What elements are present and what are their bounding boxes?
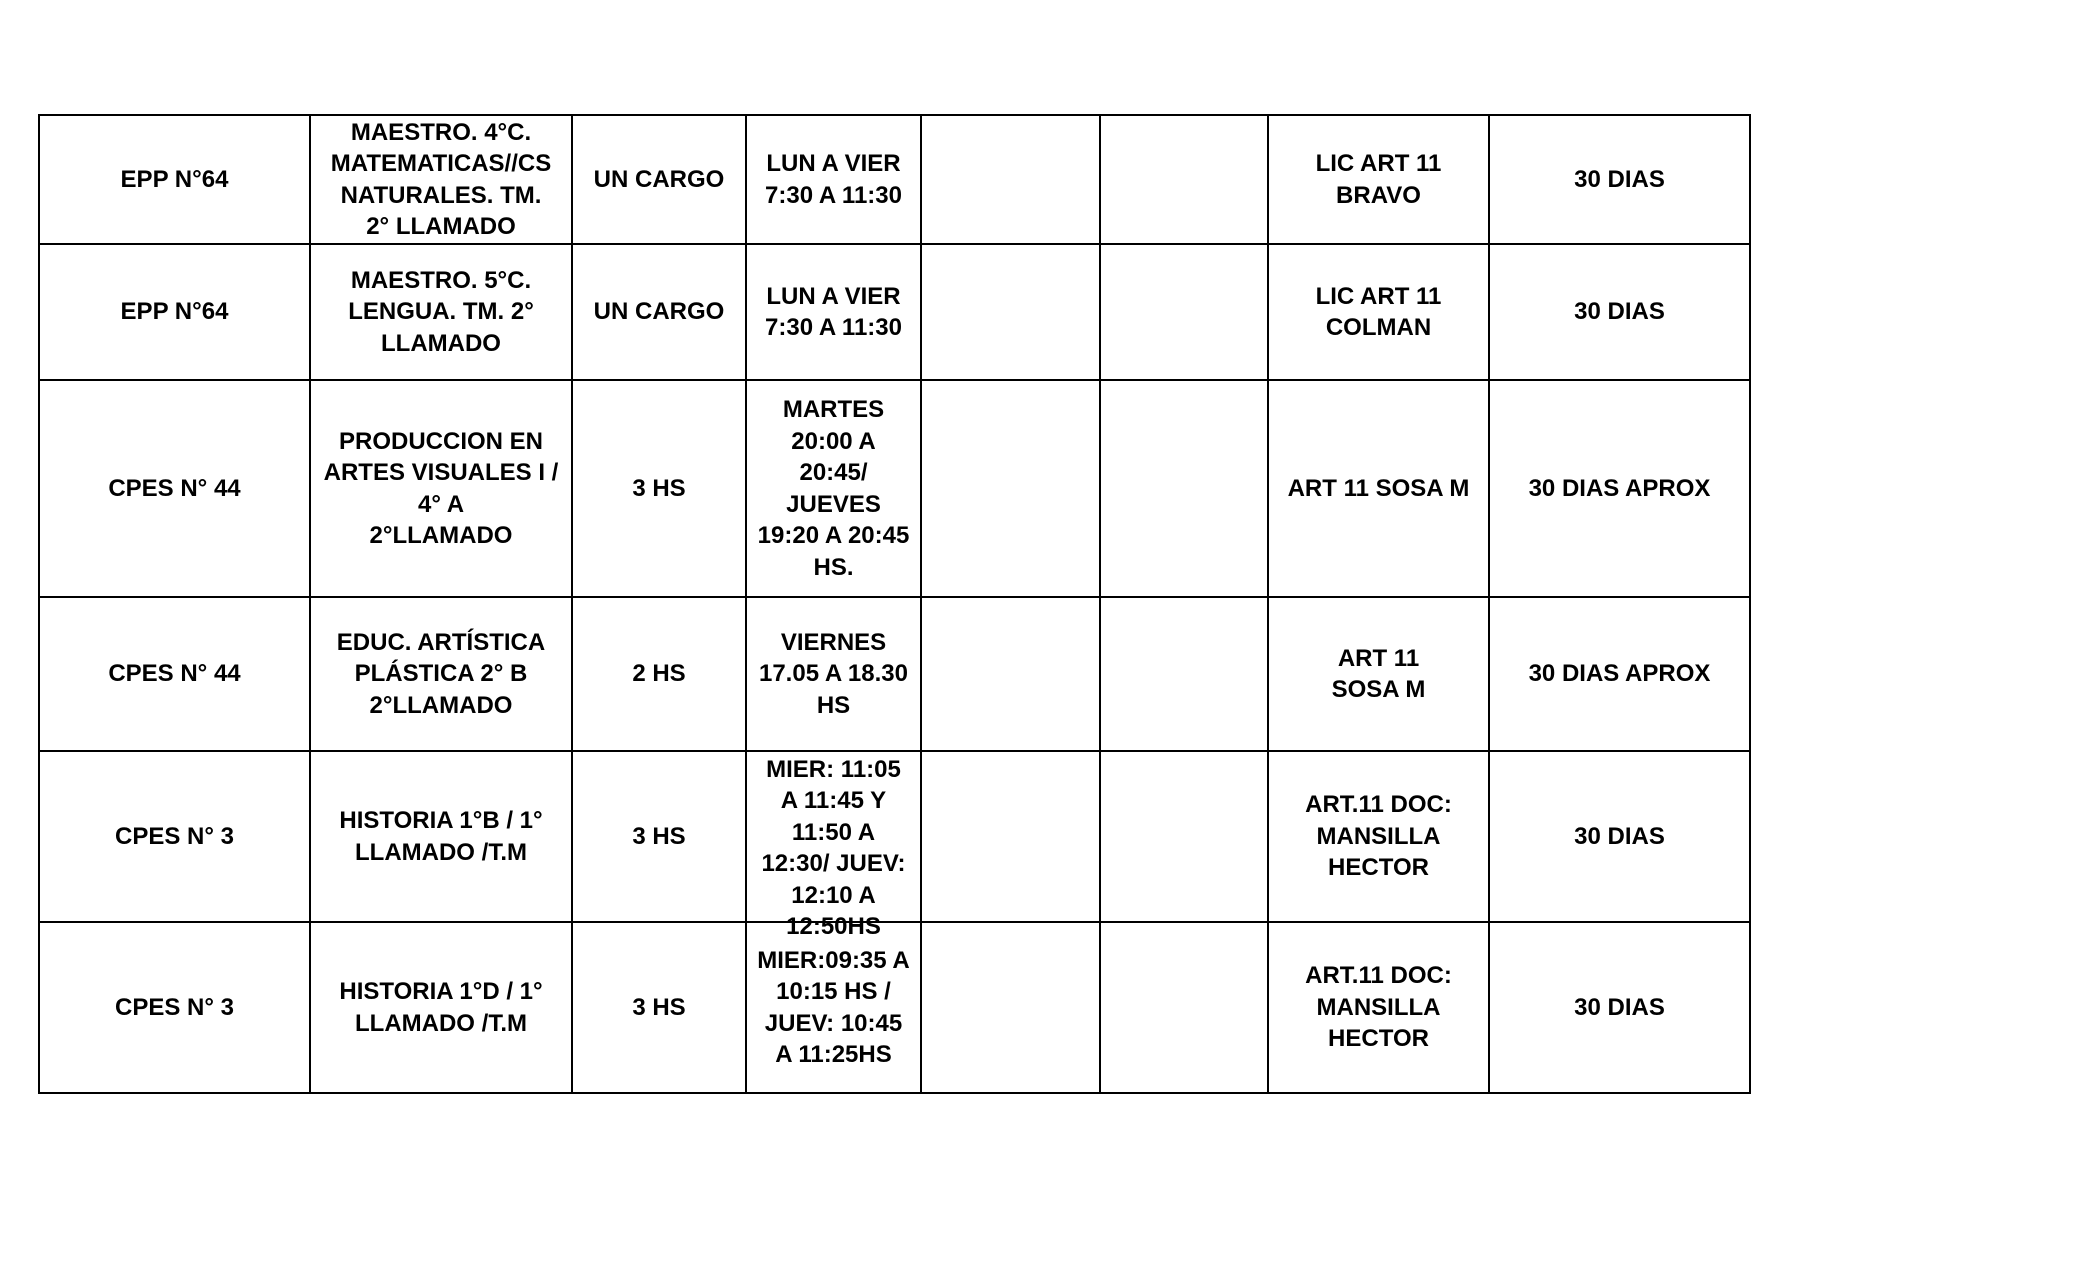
table-row	[39, 115, 1750, 244]
empty-cell	[1100, 115, 1268, 244]
school-cell: EPP N°64	[39, 115, 310, 244]
schedule-cell	[746, 751, 921, 940]
hours-cell: 3 HS	[572, 380, 746, 597]
school-cell: EPP N°64	[39, 244, 310, 380]
position-cell: MAESTRO. 5°C. LENGUA. TM. 2° LLAMADO	[310, 244, 572, 380]
empty-cell	[1100, 244, 1268, 380]
duration-cell: 30 DIAS	[1489, 244, 1750, 380]
duration-cell: 30 DIAS APROX	[1489, 380, 1750, 597]
empty-cell	[921, 380, 1100, 597]
duration-cell: 30 DIAS	[1489, 751, 1750, 922]
school-cell: CPES N° 44	[39, 597, 310, 751]
position-cell: EDUC. ARTÍSTICA PLÁSTICA 2° B 2°LLAMADO	[310, 597, 572, 751]
schedule-cell: LUN A VIER 7:30 A 11:30	[746, 244, 921, 380]
reason-cell: ART 11 SOSA M	[1268, 597, 1489, 751]
position-cell: HISTORIA 1°D / 1° LLAMADO /T.M	[310, 922, 572, 1093]
empty-cell	[1100, 597, 1268, 751]
vacancy-table	[38, 114, 1751, 1094]
reason-cell: ART.11 DOC: MANSILLA HECTOR	[1268, 751, 1489, 922]
hours-cell: 3 HS	[572, 922, 746, 1093]
empty-cell	[1100, 380, 1268, 597]
empty-cell	[921, 115, 1100, 244]
duration-cell: 30 DIAS	[1489, 922, 1750, 1093]
table-row	[39, 922, 1750, 1093]
schedule-cell: LUN A VIER 7:30 A 11:30	[746, 115, 921, 244]
duration-cell: 30 DIAS	[1489, 115, 1750, 244]
position-cell: PRODUCCION EN ARTES VISUALES I / 4° A 2°LLAMADO	[310, 380, 572, 597]
table-row	[39, 244, 1750, 380]
hours-cell: UN CARGO	[572, 115, 746, 244]
table-row	[39, 597, 1750, 751]
duration-cell: 30 DIAS APROX	[1489, 597, 1750, 751]
schedule-cell: VIERNES 17.05 A 18.30 HS	[746, 597, 921, 751]
schedule-cell: MIER:09:35 A 10:15 HS / JUEV: 10:45 A 11:25HS	[746, 922, 921, 1093]
hours-cell: 3 HS	[572, 751, 746, 922]
empty-cell	[1100, 751, 1268, 922]
school-cell: CPES N° 3	[39, 751, 310, 922]
empty-cell	[1100, 922, 1268, 1093]
reason-cell: ART 11 SOSA M	[1268, 380, 1489, 597]
table-row	[39, 751, 1750, 922]
table-row	[39, 380, 1750, 597]
school-cell: CPES N° 3	[39, 922, 310, 1093]
schedule-text: MIER: 11:05 A 11:45 Y 11:50 A 12:30/ JUEV: 12:10 A 12:50HS	[761, 755, 906, 940]
hours-cell: UN CARGO	[572, 244, 746, 380]
empty-cell	[921, 751, 1100, 922]
reason-cell: ART.11 DOC: MANSILLA HECTOR	[1268, 922, 1489, 1093]
empty-cell	[921, 597, 1100, 751]
school-cell: CPES N° 44	[39, 380, 310, 597]
reason-cell: LIC ART 11 BRAVO	[1268, 115, 1489, 244]
reason-cell: LIC ART 11 COLMAN	[1268, 244, 1489, 380]
position-cell: MAESTRO. 4°C. MATEMATICAS//CS NATURALES. TM. 2° LLAMADO	[310, 115, 572, 244]
position-cell: HISTORIA 1°B / 1° LLAMADO /T.M	[310, 751, 572, 922]
hours-cell: 2 HS	[572, 597, 746, 751]
empty-cell	[921, 244, 1100, 380]
schedule-cell: MARTES 20:00 A 20:45/ JUEVES 19:20 A 20:45 HS.	[746, 380, 921, 597]
empty-cell	[921, 922, 1100, 1093]
